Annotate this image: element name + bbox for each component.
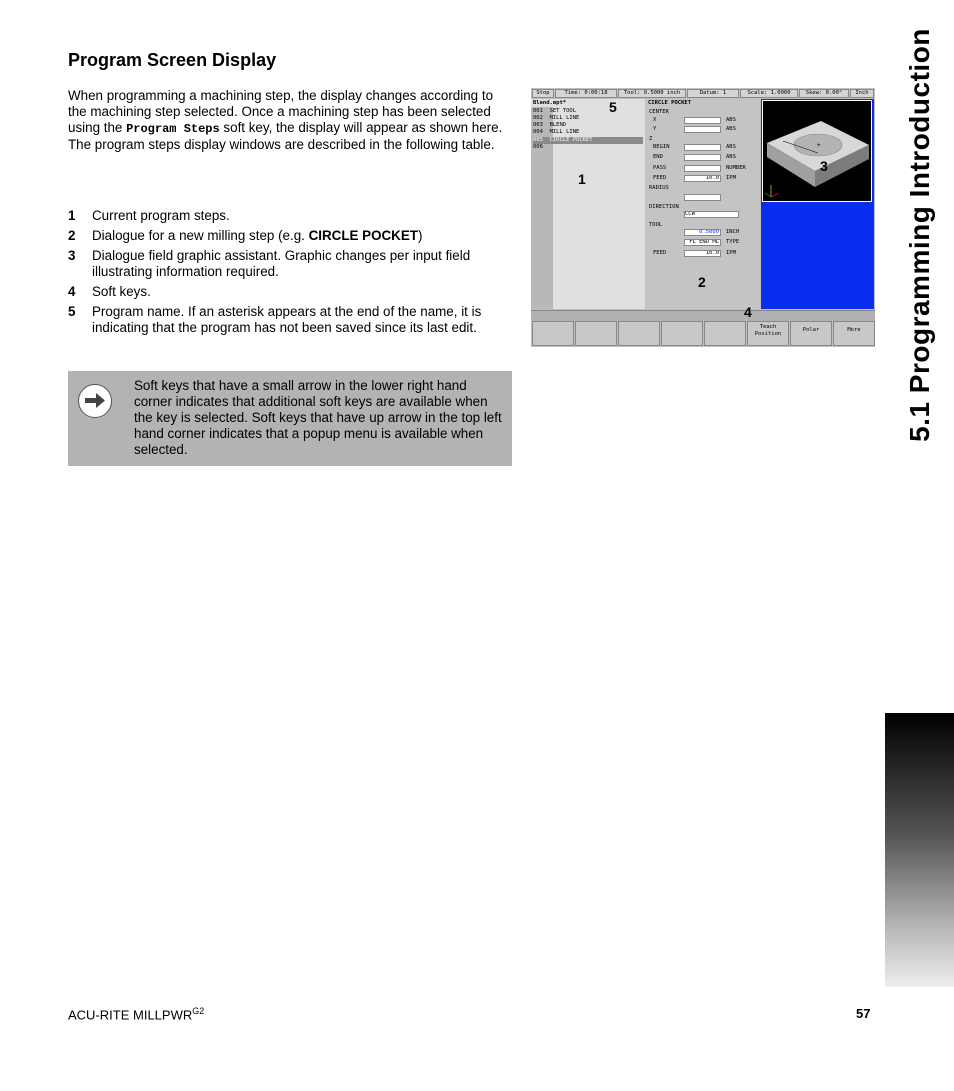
intro-paragraph (68, 88, 513, 153)
callout-4: 4 (744, 304, 752, 320)
z-end-field[interactable] (684, 154, 721, 161)
softkey-2[interactable] (575, 321, 617, 346)
program-steps-softkey-name: Program Steps (126, 122, 220, 136)
step-dialog: CIRCLE POCKET CENTER X ABS Y ABS Z BEGIN ABS END ABS PASS NUMBER FEED 10.0 IPM RADIUS DIRECTION CCW TOOL 0.5000 INCH FL END ML TYPE FEED 10.0 IPM (646, 99, 760, 309)
list-item: 1 Current program steps. (68, 208, 230, 223)
polar-softkey[interactable]: Polar (790, 321, 832, 346)
step-row-selected[interactable]: 005 CIRCLE POCKET (533, 137, 643, 144)
softkey-bar (531, 321, 875, 347)
list-item: 2 Dialogue for a new milling step (e.g. CIRCLE POCKET) (68, 228, 423, 243)
step-row[interactable]: 006 (533, 144, 543, 150)
status-datum: Datum: 1 (687, 89, 739, 98)
status-skew: Skew: 0.00° (799, 89, 849, 98)
z-begin-field[interactable] (684, 144, 721, 151)
tool-feed-field[interactable]: 10.0 (684, 250, 721, 257)
callout-list (68, 208, 513, 340)
step-row[interactable]: 001 SET TOOL (533, 108, 577, 114)
program-name: Blend.mpt* (533, 100, 567, 106)
svg-text:+: + (817, 142, 821, 149)
circle-pocket-graphic (763, 101, 871, 201)
page-number: 57 (856, 1006, 871, 1021)
arrow-right-icon (78, 384, 112, 418)
graphic-assistant (761, 99, 874, 309)
more-softkey[interactable]: More (833, 321, 875, 346)
list-item: 4 Soft keys. (68, 284, 151, 299)
softkey-3[interactable] (618, 321, 660, 346)
status-scale: Scale: 1.0000 (740, 89, 798, 98)
softkey-1[interactable] (532, 321, 574, 346)
radius-field[interactable] (684, 194, 721, 201)
callout-3: 3 (820, 158, 828, 174)
intro-text-1: When programming a machining step, the display changes according to the machining step selected. Once a machining step has been selected using the (68, 88, 494, 135)
step-row[interactable]: 003 BLEND (533, 122, 567, 128)
dro-screenshot (531, 88, 875, 347)
softkey-5[interactable] (704, 321, 746, 346)
section-title: Program Screen Display (68, 50, 277, 70)
tool-diameter-field[interactable]: 0.5000 (684, 229, 721, 236)
footer-product: ACU-RITE $MILLPWR^{G2}$ (68, 1006, 205, 1023)
step-row[interactable]: 004 MILL LINE (533, 129, 580, 135)
note-box (68, 371, 512, 466)
callout-2: 2 (698, 274, 706, 290)
chapter-side-title: 5.1 Programming Introduction (904, 28, 935, 442)
tool-type-field[interactable]: FL END ML (684, 239, 721, 246)
chapter-tab-gradient (885, 713, 954, 987)
intro-text-2: soft key, the display will appear as shown here. The program steps display windows are described in the following table. (68, 120, 503, 152)
callout-5: 5 (609, 99, 617, 115)
list-item: 3 Dialogue field graphic assistant. Graphic changes per input field illustrating information required. (68, 248, 471, 279)
teach-position-softkey[interactable]: Teach Position (747, 321, 789, 346)
status-time: Time: 0:00:18 (555, 89, 617, 98)
pass-field[interactable] (684, 165, 721, 172)
status-units: Inch (850, 89, 874, 98)
callout-1: 1 (578, 171, 586, 187)
note-text: Soft keys that have a small arrow in the lower right hand corner indicates that additional soft keys are available when the key is selected. Soft keys that have up arrow in the top left hand corner indicates that a popup menu is available when selected. (134, 378, 502, 457)
step-row[interactable]: 002 MILL LINE (533, 115, 580, 121)
status-tool: Tool: 0.5000 inch (618, 89, 686, 98)
center-x-field[interactable] (684, 117, 721, 124)
z-feed-field[interactable]: 10.0 (684, 175, 721, 182)
center-y-field[interactable] (684, 126, 721, 133)
direction-select[interactable]: CCW (684, 211, 739, 218)
list-item: 5 Program name. If an asterisk appears at the end of the name, it is indicating that the program has not been saved since its last edit. (68, 304, 482, 335)
program-steps-panel (531, 99, 645, 309)
status-stop: Stop (532, 89, 554, 98)
softkey-4[interactable] (661, 321, 703, 346)
